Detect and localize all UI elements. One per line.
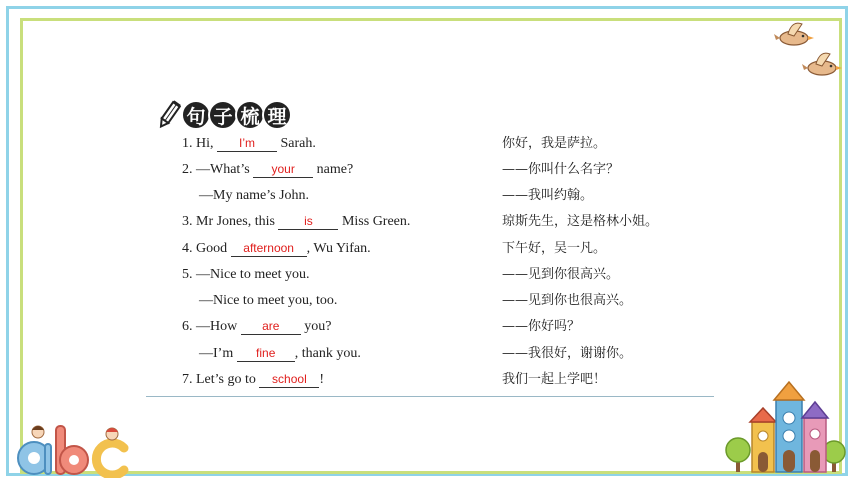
sentence-row	[0, 290, 860, 312]
sentence-text: —What’s	[196, 162, 254, 177]
english-sentence	[182, 211, 410, 233]
pencil-icon	[156, 100, 182, 130]
sentence-number: 6.	[182, 319, 193, 334]
english-sentence	[182, 159, 353, 181]
answer-blank: fine	[237, 345, 295, 362]
sentence-row	[0, 185, 860, 207]
chinese-translation: ——见到你很高兴。	[502, 267, 620, 282]
chinese-translation: ——我叫约翰。	[502, 188, 594, 203]
english-sentence	[182, 133, 316, 155]
english-sentence	[199, 185, 309, 207]
chinese-translation: 我们一起上学吧！	[502, 372, 607, 387]
chinese-translation: ——我很好，谢谢你。	[502, 346, 633, 361]
sentence-text: Sarah.	[277, 136, 316, 151]
sentence-number: 2.	[182, 162, 193, 177]
sentence-text: Good	[196, 241, 231, 256]
english-sentence	[182, 316, 331, 338]
sentence-text: —My name’s John.	[199, 188, 310, 203]
chinese-translation: ——你叫什么名字？	[502, 162, 620, 177]
english-sentence	[182, 264, 310, 286]
answer-blank: your	[253, 161, 313, 178]
english-sentence	[199, 343, 361, 365]
letter-c-icon	[96, 443, 124, 475]
sentence-text: Hi,	[196, 136, 217, 151]
tower-icon	[750, 408, 776, 472]
sentence-text: !	[319, 372, 325, 387]
answer-blank: is	[278, 213, 338, 230]
sentence-text: you?	[300, 319, 332, 334]
chinese-translation: ——见到你也很高兴。	[502, 293, 633, 308]
sentence-number: 3.	[182, 214, 193, 229]
answer-blank: I’m	[217, 135, 277, 152]
tree-icon	[726, 438, 750, 472]
pencil-castle-illustration	[724, 378, 850, 478]
sentence-text: —How	[196, 319, 241, 334]
sentence-text: Let’s go to	[196, 372, 260, 387]
bird-icon	[802, 53, 842, 75]
english-sentence	[182, 369, 324, 391]
chinese-translation: ——你好吗？	[502, 319, 581, 334]
abc-letters-illustration	[12, 418, 130, 478]
tower-icon	[802, 402, 828, 472]
answer-blank: afternoon	[231, 240, 307, 257]
chinese-translation: 你好，我是萨拉。	[502, 136, 607, 151]
heading-char: 句	[181, 100, 211, 130]
sentence-row	[0, 343, 860, 365]
kid-icon	[32, 426, 44, 438]
english-sentence	[199, 290, 337, 312]
sentence-text: , Wu Yifan.	[306, 241, 371, 256]
sentence-number: 7.	[182, 372, 193, 387]
sentence-text: —Nice to meet you, too.	[199, 293, 338, 308]
sentence-text: Miss Green.	[338, 214, 411, 229]
sentence-text: —Nice to meet you.	[196, 267, 310, 282]
sentence-row	[0, 159, 860, 181]
sentence-text: , thank you.	[294, 346, 361, 361]
sentence-row	[0, 133, 860, 155]
sentence-text: Mr Jones, this	[196, 214, 279, 229]
kid-icon	[106, 428, 118, 440]
sentence-text: name?	[313, 162, 354, 177]
sentence-number: 5.	[182, 267, 193, 282]
heading-title	[184, 100, 292, 130]
tower-icon	[774, 382, 804, 472]
heading-char: 梳	[235, 100, 265, 130]
chinese-translation: 下午好，吴一凡。	[502, 241, 607, 256]
sentence-text: —I’m	[199, 346, 237, 361]
section-heading	[156, 100, 292, 130]
answer-blank: are	[241, 318, 301, 335]
sentence-row	[0, 238, 860, 260]
sentence-number: 4.	[182, 241, 193, 256]
english-sentence	[182, 238, 371, 260]
answer-blank: school	[259, 371, 319, 388]
letter-b-icon	[56, 426, 88, 474]
bird-icon	[774, 23, 814, 45]
chinese-translation: 琼斯先生，这是格林小姐。	[502, 214, 659, 229]
sentence-row	[0, 264, 860, 286]
flying-birds-illustration	[772, 14, 852, 86]
sentence-number: 1.	[182, 136, 193, 151]
sentence-row	[0, 316, 860, 338]
heading-char: 子	[208, 100, 238, 130]
sentence-row	[0, 211, 860, 233]
heading-char: 理	[262, 100, 292, 130]
letter-a-icon	[18, 442, 51, 474]
section-divider	[146, 396, 714, 397]
